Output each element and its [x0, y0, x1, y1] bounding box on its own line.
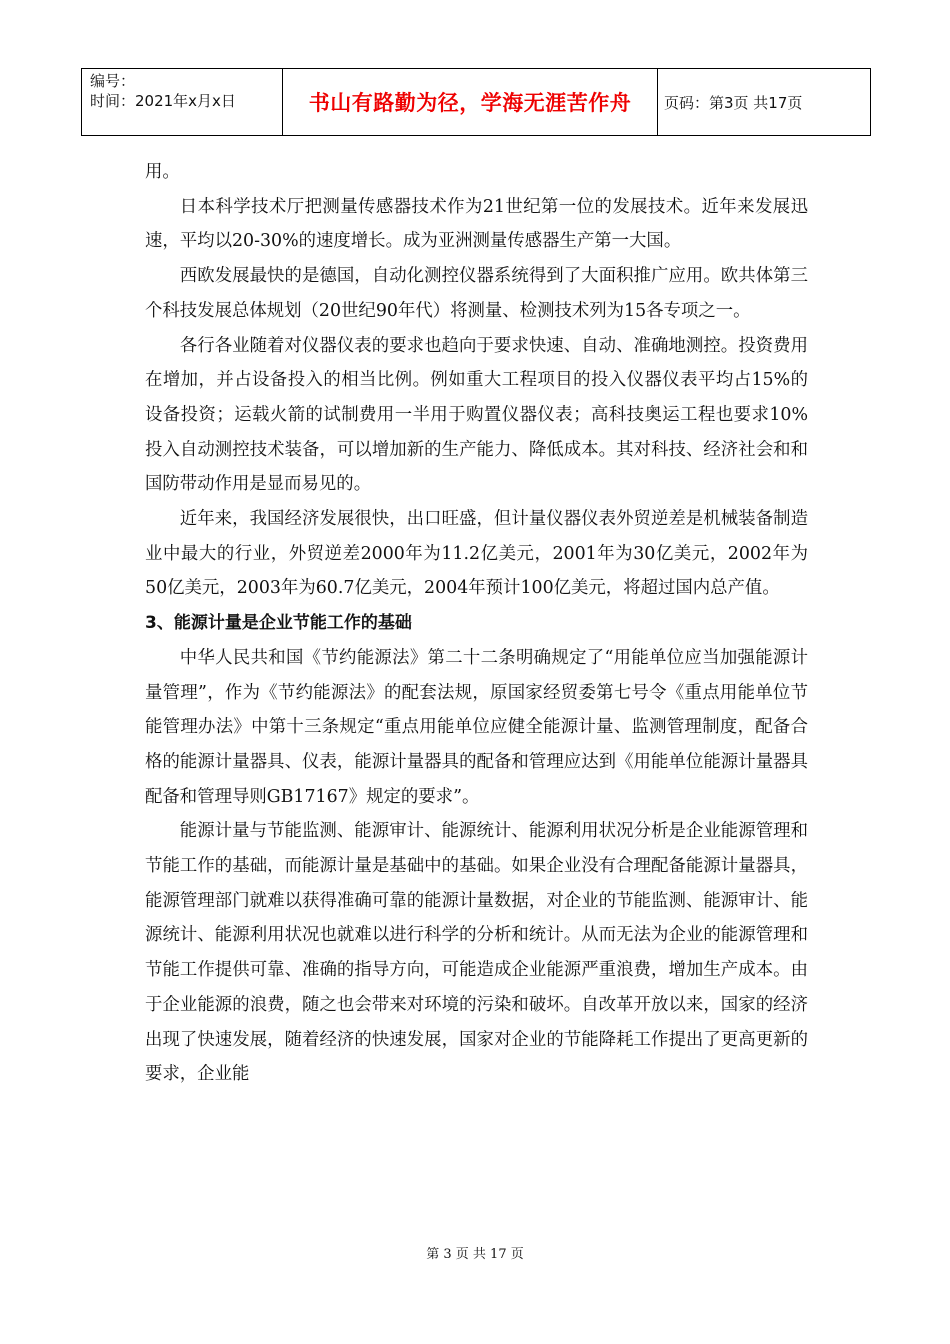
paragraph-energy-metering: 能源计量与节能监测、能源审计、能源统计、能源利用状况分析是企业能源管理和节能工作的基础，而能源计量是基础中的基础。如果企业没有合理配备能源计量器具，能源管理部门就难以获得准确可靠的能源计量数据，对企业的节能监测、能源审计、能源统计、能源利用状况也就难以进行科学的分析和统计。从而无法为企业的能源管理和节能工作提供可靠、准确的指导方向，可能造成企业能源严重浪费，增加生产成本。由于企业能源的浪费，随之也会带来对环境的污染和破坏。自改革开放以来，国家的经济出现了快速发展，随着经济的快速发展，国家对企业的节能降耗工作提出了更高更新的要求，企业能 [145, 821, 808, 1085]
document-number-label: 编号： [90, 72, 136, 90]
document-body [145, 155, 808, 1092]
document-date-label: 时间：2021年x月x日 [90, 92, 236, 110]
header-motto: 书山有路勤为径，学海无涯苦作舟 [283, 69, 658, 136]
paragraph-japan: 日本科学技术厅把测量传感器技术作为21世纪第一位的发展技术。近年来发展迅速，平均以20-30%的速度增长。成为亚洲测量传感器生产第一大国。 [145, 196, 808, 252]
paragraph-energy-law: 中华人民共和国《节约能源法》第二十二条明确规定了“用能单位应当加强能源计量管理”，作为《节约能源法》的配套法规，原国家经贸委第七号令《重点用能单位节能管理办法》中第十三条规定“重点用能单位应健全能源计量、监测管理制度，配备合格的能源计量器具、仪表，能源计量器具的配备和管理应达到《用能单位能源计量器具配备和管理导则GB17167》规定的要求”。 [145, 647, 808, 807]
paragraph-western-europe: 西欧发展最快的是德国，自动化测控仪器系统得到了大面积推广应用。欧共体第三个科技发展总体规划（20世纪90年代）将测量、检测技术列为15各专项之一。 [145, 266, 808, 321]
header-meta-cell [82, 69, 283, 136]
paragraph-china-trade: 近年来，我国经济发展很快，出口旺盛，但计量仪器仪表外贸逆差是机械装备制造业中最大的行业，外贸逆差2000年为11.2亿美元，2001年为30亿美元，2002年为50亿美元，2003年为60.7亿美元，2004年预计100亿美元，将超过国内总产值。 [145, 509, 808, 599]
page-footer: 第 3 页 共 17 页 [426, 1247, 524, 1262]
header-page-code: 页码：第3页 共17页 [658, 69, 871, 136]
paragraph-industries: 各行各业随着对仪器仪表的要求也趋向于要求快速、自动、准确地测控。投资费用在增加，并占设备投入的相当比例。例如重大工程项目的投入仪器仪表平均占15%的设备投资；运载火箭的试制费用一半用于购置仪器仪表；高科技奥运工程也要求10%投入自动测控技术装备，可以增加新的生产能力、降低成本。其对科技、经济社会和和国防带动作用是显而易见的。 [145, 335, 808, 495]
document-header [81, 68, 871, 136]
section-heading: 3、能源计量是企业节能工作的基础 [145, 613, 412, 634]
paragraph-continuation: 用。 [145, 162, 180, 182]
